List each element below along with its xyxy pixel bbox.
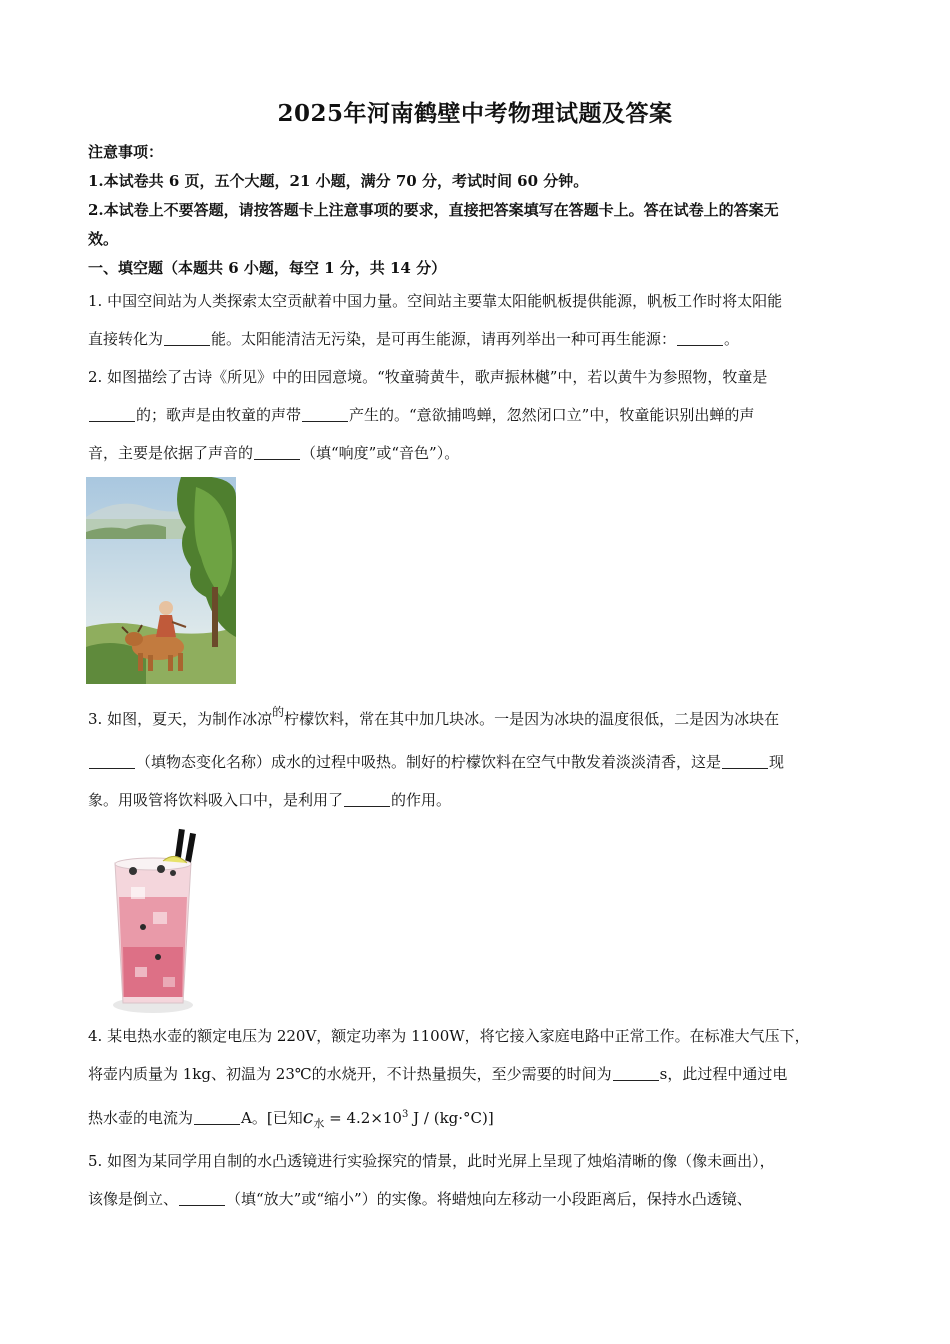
notice-heading: 注意事项： bbox=[88, 143, 164, 161]
q4-text-b: s，此过程中通过电 bbox=[659, 1065, 788, 1083]
lemon-drink-illustration bbox=[103, 827, 203, 1017]
q2-text-c: 产生的。“意欲捕鸣蝉，忽然闭口立”中，牧童能识别出蝉的声 bbox=[349, 406, 755, 424]
formula-unit: J / (kg·°C) bbox=[408, 1109, 488, 1127]
answer-blank bbox=[677, 331, 723, 346]
q3-text-e: 象。用吸管将饮料吸入口中，是利用了 bbox=[88, 791, 344, 809]
answer-blank bbox=[89, 407, 135, 422]
q4-line-1: 4. 某电热水壶的额定电压为 220V，额定功率为 1100W，将它接入家庭电路中正常工作。在标准大气压下， bbox=[88, 1027, 810, 1045]
answer-blank bbox=[254, 445, 300, 460]
q2-line-2 bbox=[88, 404, 868, 426]
answer-blank bbox=[179, 1191, 225, 1206]
formula-exponent: 3 bbox=[401, 1109, 409, 1120]
answer-blank bbox=[302, 407, 348, 422]
page-title: 2025年河南鹤壁中考物理试题及答案 bbox=[277, 100, 673, 127]
answer-blank bbox=[89, 754, 135, 769]
notice-item-1: 1.本试卷共 6 页，五个大题，21 小题，满分 70 分，考试时间 60 分钟。 bbox=[88, 172, 589, 190]
q1-text-a: 直接转化为 bbox=[88, 330, 164, 348]
q1-text-b: 能。太阳能清洁无污染，是可再生能源，请再列举出一种可再生能源： bbox=[211, 330, 677, 348]
q3-text-a: 3. 如图，夏天，为制作冰凉 bbox=[88, 710, 273, 728]
q2-text-b: 的；歌声是由牧童的声带 bbox=[136, 406, 302, 424]
q1-line-2 bbox=[88, 328, 868, 350]
q3-text-c: （填物态变化名称）成水的过程中吸热。制好的柠檬饮料在空气中散发着淡淡清香，这是 bbox=[136, 753, 722, 771]
q3-line-2 bbox=[88, 751, 868, 773]
q2-line-3 bbox=[88, 442, 868, 464]
section-heading-fill-in: 一、填空题（本题共 6 小题，每空 1 分，共 14 分） bbox=[88, 259, 447, 277]
answer-blank bbox=[194, 1110, 240, 1125]
notice-item-2-line-1: 2.本试卷上不要答题，请按答题卡上注意事项的要求，直接把答案填写在答题卡上。答在试卷上的答案无 bbox=[88, 201, 779, 219]
q4-text-c: 热水壶的电流为 bbox=[88, 1109, 194, 1127]
q2-text-e: （填“响度”或“音色”）。 bbox=[301, 444, 460, 462]
q4-text-end: ] bbox=[487, 1109, 494, 1127]
q4-line-3 bbox=[88, 1104, 868, 1134]
q4-text-d: A。[已知 bbox=[241, 1109, 303, 1127]
q5-line-2 bbox=[88, 1188, 868, 1210]
answer-blank bbox=[344, 792, 390, 807]
formula-subscript: 水 bbox=[313, 1117, 325, 1130]
formula-symbol-c: c bbox=[302, 1106, 314, 1128]
q1-line-1: 1. 中国空间站为人类探索太空贡献着中国力量。空间站主要靠太阳能帆板提供能源，帆板工作时将太阳能 bbox=[88, 292, 783, 310]
q4-text-a: 将壶内质量为 1kg、初温为 23℃的水烧开，不计热量损失，至少需要的时间为 bbox=[88, 1065, 612, 1083]
q3-text-b: 柠檬饮料，常在其中加几块冰。一是因为冰块的温度很低，二是因为冰块在 bbox=[284, 710, 780, 728]
answer-blank bbox=[613, 1066, 659, 1081]
q5-text-a: 该像是倒立、 bbox=[88, 1190, 179, 1208]
q5-line-1: 5. 如图为某同学用自制的水凸透镜进行实验探究的情景，此时光屏上呈现了烛焰清晰的像（像未画出）， bbox=[88, 1152, 775, 1170]
answer-blank bbox=[722, 754, 768, 769]
answer-blank bbox=[164, 331, 210, 346]
q5-text-b: （填“放大”或“缩小”）的实像。将蜡烛向左移动一小段距离后，保持水凸透镜、 bbox=[226, 1190, 752, 1208]
q2-text-d: 音，主要是依据了声音的 bbox=[88, 444, 254, 462]
q3-superscript: 的 bbox=[272, 705, 285, 719]
q3-text-f: 的作用。 bbox=[391, 791, 452, 809]
q4-line-2 bbox=[88, 1063, 868, 1085]
q3-line-3 bbox=[88, 789, 868, 811]
formula-value: = 4.2×10 bbox=[324, 1109, 402, 1127]
cowherd-ox-illustration bbox=[86, 477, 236, 684]
notice-item-2-line-2: 效。 bbox=[88, 230, 119, 248]
q1-text-c: 。 bbox=[724, 330, 740, 348]
specific-heat-formula bbox=[302, 1106, 488, 1130]
q3-text-d: 现 bbox=[769, 753, 785, 771]
q2-line-1: 2. 如图描绘了古诗《所见》中的田园意境。“牧童骑黄牛，歌声振林樾”中，若以黄牛为参照物，牧童是 bbox=[88, 368, 768, 386]
q3-line-1 bbox=[88, 705, 868, 731]
